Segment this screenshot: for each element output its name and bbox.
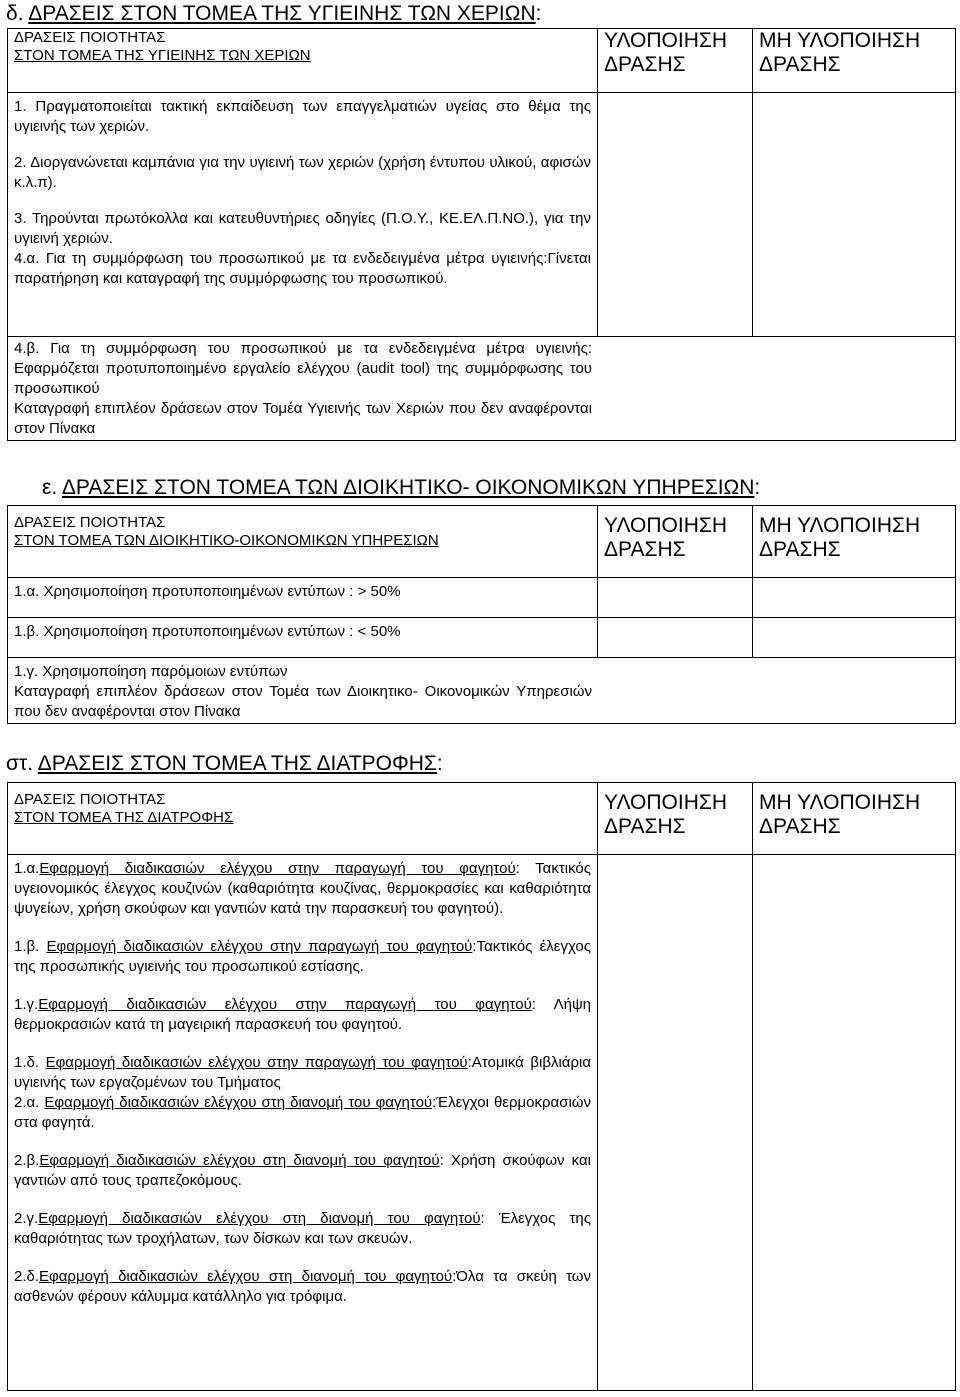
col-impl-line-1: ΥΛΟΠΟΙΗΣΗ — [604, 29, 728, 52]
nonimpl-cell[interactable] — [753, 578, 956, 618]
section-d-heading: ΔΡΑΣΕΙΣ ΣΤΟΝ ΤΟΜΕΑ ΤΗΣ ΥΓΙΕΙΝΗΣ ΤΩΝ ΧΕΡΙΩΝ — [28, 2, 536, 25]
col-impl-line-2: ΔΡΑΣΗΣ — [604, 53, 686, 76]
item-link: Εφαρμογή διαδικασιών ελέγχου στην παραγωγή του φαγητού — [46, 938, 473, 955]
section-d-items — [8, 93, 598, 337]
item-num: 2.α. — [14, 1094, 45, 1111]
list-item — [14, 1093, 591, 1133]
section-e-heading: ΔΡΑΣΕΙΣ ΣΤΟΝ ΤΟΜΕΑ ΤΩΝ ΔΙΟΙΚΗΤΙΚΟ- ΟΙΚΟΝΟΜΙΚΩΝ ΥΠΗΡΕΣΙΩΝ — [61, 476, 755, 499]
item-text: : Τακτικός υγειονομικός έλεγχος κουζινών (καθαριότητα κουζίνας, θερμοκρασίες και καθαριότητα ψυγείων, χρήση σκούφων και γαντιών κατά την παρασκευή του φαγητού). — [14, 860, 591, 917]
list-item — [14, 1053, 591, 1093]
list-item — [14, 1151, 591, 1191]
col-impl-line-1: ΥΛΟΠΟΙΗΣΗ — [604, 514, 728, 537]
item-num: 1.β. — [14, 938, 47, 955]
extra-actions-text: Καταγραφή επιπλέον δράσεων στον Τομέα Υγιεινής των Χεριών που δεν αναφέρονται στον Πίνακα — [14, 400, 592, 437]
list-item — [14, 859, 591, 919]
item-link: Εφαρμογή διαδικασιών ελέγχου στην παραγωγή του φαγητού — [45, 1054, 468, 1071]
section-e-header-left — [8, 506, 598, 578]
col-nonimpl-line-2: ΔΡΑΣΗΣ — [759, 815, 841, 838]
item-link: Εφαρμογή διαδικασιών ελέγχου στην παραγωγή του φαγητού — [38, 996, 532, 1013]
section-d-last-row — [8, 337, 956, 441]
section-st-prefix: στ. — [6, 752, 34, 775]
item-num: 2.δ. — [14, 1268, 40, 1285]
item-num: 2.β. — [14, 1152, 40, 1169]
col-nonimpl-line-1: ΜΗ ΥΛΟΠΟΙΗΣΗ — [759, 29, 921, 52]
item-text: :Τακτικός έλεγχος της προσωπικής υγιεινής του προσωπικού εστίασης. — [14, 938, 591, 975]
item-num: 1.α. — [14, 860, 40, 877]
table-row — [8, 658, 956, 724]
header-line-2: ΣΤΟΝ ΤΟΜΕΑ ΤΗΣ ΥΓΙΕΙΝΗΣ ΤΩΝ ΧΕΡΙΩΝ — [14, 47, 311, 64]
section-st-heading: ΔΡΑΣΕΙΣ ΣΤΟΝ ΤΟΜΕΑ ΤΗΣ ΔΙΑΤΡΟΦΗΣ — [37, 752, 437, 775]
section-d-nonimpl-cell[interactable] — [753, 93, 956, 337]
header-line-2: ΣΤΟΝ ΤΟΜΕΑ ΤΗΣ ΔΙΑΤΡΟΦΗΣ — [14, 809, 234, 826]
section-st-impl-cell[interactable] — [598, 855, 753, 1391]
section-d-header-left — [8, 29, 598, 93]
item-text: :Ατομικά βιβλιάρια υγιεινής των εργαζομένων του Τμήματος — [14, 1054, 591, 1091]
item-num: 1.δ. — [14, 1054, 46, 1071]
item-num: 1.γ. — [14, 996, 39, 1013]
item-link: Εφαρμογή διαδικασιών ελέγχου στην παραγωγή του φαγητού — [39, 860, 516, 877]
table-row — [8, 578, 598, 618]
section-st-col-nonimpl — [753, 783, 956, 855]
header-line-1: ΔΡΑΣΕΙΣ ΠΟΙΟΤΗΤΑΣ — [14, 514, 166, 531]
section-d-impl-cell[interactable] — [598, 93, 753, 337]
item-num: 2.γ. — [14, 1210, 39, 1227]
list-item: 4.α. Για τη συμμόρφωση του προσωπικού με τα ενδεδειγμένα μέτρα υγιεινής:Γίνεται παρατήρηση και καταγραφή της συμμόρφωσης του προσωπικού. — [14, 250, 591, 287]
list-item: 2. Διοργανώνεται καμπάνια για την υγιεινή των χεριών (χρήση έντυπου υλικού, αφισών κ.λ.π). — [14, 154, 591, 191]
section-st-header-left — [8, 783, 598, 855]
section-st-suffix: : — [436, 752, 443, 775]
section-d-col-impl — [598, 29, 753, 93]
impl-cell[interactable] — [598, 618, 753, 658]
col-nonimpl-line-1: ΜΗ ΥΛΟΠΟΙΗΣΗ — [759, 791, 921, 814]
list-item — [14, 995, 591, 1035]
section-d-prefix: δ. — [6, 2, 24, 25]
item-link: Εφαρμογή διαδικασιών ελέγχου στη διανομή του φαγητού — [39, 1268, 453, 1285]
item-text: :Όλα τα σκεύη των ασθενών φέρουν κάλυμμα κατάλληλο για τρόφιμα. — [14, 1268, 591, 1305]
list-item — [14, 1209, 591, 1249]
col-nonimpl-line-2: ΔΡΑΣΗΣ — [759, 538, 841, 561]
impl-cell[interactable] — [598, 578, 753, 618]
table-row — [8, 618, 598, 658]
col-impl-line-2: ΔΡΑΣΗΣ — [604, 815, 686, 838]
section-st-table — [7, 782, 956, 1391]
col-impl-line-2: ΔΡΑΣΗΣ — [604, 538, 686, 561]
item-text: :Έλεγχοι θερμοκρασιών στα φαγητά. — [14, 1094, 592, 1131]
section-d-title — [6, 2, 541, 26]
section-st-nonimpl-cell[interactable] — [753, 855, 956, 1391]
list-item — [14, 937, 591, 977]
header-line-1: ΔΡΑΣΕΙΣ ΠΟΙΟΤΗΤΑΣ — [14, 29, 166, 46]
item-link: Εφαρμογή διαδικασιών ελέγχου στη διανομή του φαγητού — [38, 1210, 481, 1227]
col-nonimpl-line-2: ΔΡΑΣΗΣ — [759, 53, 841, 76]
list-item: 1. Πραγματοποιείται τακτική εκπαίδευση των επαγγελματιών υγείας στο θέμα της υγιεινής των χεριών. — [14, 98, 591, 135]
section-e-col-nonimpl — [753, 506, 956, 578]
section-e-suffix: : — [754, 476, 761, 499]
item-link: Εφαρμογή διαδικασιών ελέγχου στη διανομή του φαγητού — [39, 1152, 440, 1169]
row-text: 1.γ. Χρησιμοποίηση παρόμοιων εντύπων — [14, 663, 288, 680]
section-st-title — [6, 752, 443, 776]
section-st-col-impl — [598, 783, 753, 855]
section-e-prefix: ε. — [42, 476, 58, 499]
section-e-title — [42, 476, 760, 500]
item-text: : Έλεγχος της καθαριότητας των τροχήλατων, των δίσκων και των σκευών. — [14, 1210, 591, 1247]
list-item: 3. Τηρούνται πρωτόκολλα και κατευθυντήριες οδηγίες (Π.Ο.Υ., ΚΕ.ΕΛ.Π.ΝΟ.), για την υγιεινή χεριών. — [14, 210, 591, 247]
section-d-table — [7, 28, 956, 441]
section-st-items — [8, 855, 598, 1391]
section-e-table — [7, 505, 956, 724]
col-nonimpl-line-1: ΜΗ ΥΛΟΠΟΙΗΣΗ — [759, 514, 921, 537]
header-line-2: ΣΤΟΝ ΤΟΜΕΑ ΤΩΝ ΔΙΟΙΚΗΤΙΚΟ-ΟΙΚΟΝΟΜΙΚΩΝ ΥΠΗΡΕΣΙΩΝ — [14, 532, 439, 549]
col-impl-line-1: ΥΛΟΠΟΙΗΣΗ — [604, 791, 728, 814]
list-item — [14, 1267, 591, 1307]
section-e-col-impl — [598, 506, 753, 578]
nonimpl-cell[interactable] — [753, 618, 956, 658]
item-text: : Χρήση σκούφων και γαντιών από τους τραπεζοκόμους. — [14, 1152, 592, 1189]
section-d-col-nonimpl — [753, 29, 956, 93]
item-link: Εφαρμογή διαδικασιών ελέγχου στη διανομή του φαγητού — [44, 1094, 433, 1111]
header-line-1: ΔΡΑΣΕΙΣ ΠΟΙΟΤΗΤΑΣ — [14, 791, 166, 808]
item-text: : Λήψη θερμοκρασιών κατά τη μαγειρική παρασκευή του φαγητού. — [14, 996, 591, 1033]
list-item: 4.β. Για τη συμμόρφωση του προσωπικού με τα ενδεδειγμένα μέτρα υγιεινής: Εφαρμόζεται προτυποποιημένο εργαλείο ελέγχου (audit tool) της συμμόρφωσης του προσωπικού — [14, 340, 592, 397]
section-d-suffix: : — [535, 2, 542, 25]
extra-actions-text: Καταγραφή επιπλέον δράσεων στον Τομέα των Διοικητικο- Οικονομικών Υπηρεσιών που δεν αναφέρονται στον Πίνακα — [14, 683, 592, 720]
row-text: 1.α. Χρησιμοποίηση προτυποποιημένων εντύπων : > 50% — [14, 583, 401, 600]
row-text: 1.β. Χρησιμοποίηση προτυποποιημένων εντύπων : < 50% — [14, 623, 401, 640]
